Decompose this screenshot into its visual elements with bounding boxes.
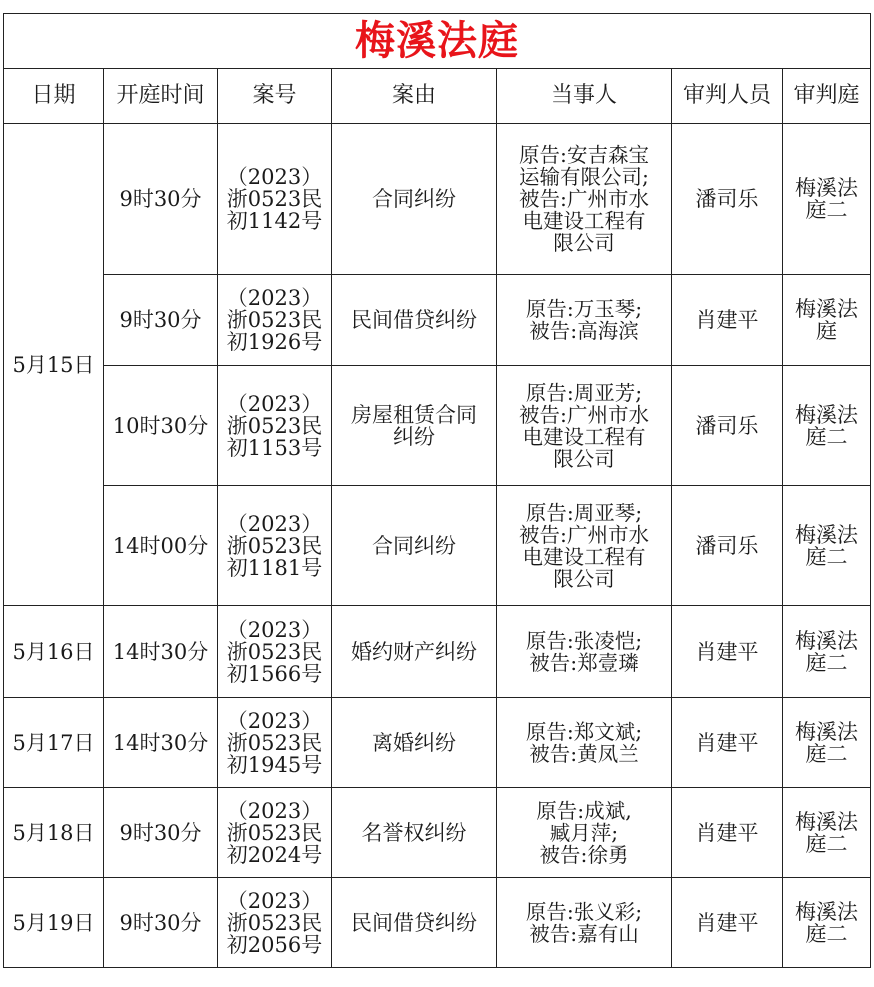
cell-hearing-time: 14时30分	[104, 606, 218, 698]
case-cause-line: 婚约财产纠纷	[351, 639, 477, 664]
case-number-line: 初1566号	[226, 661, 323, 686]
case-cause-line: 民间借贷纠纷	[351, 910, 477, 935]
cell-case-number	[218, 606, 332, 698]
header-courtroom: 审判庭	[783, 69, 871, 124]
cell-courtroom	[783, 275, 871, 366]
cell-courtroom	[783, 124, 871, 275]
case-cause-line: 纠纷	[393, 424, 435, 449]
case-number-line: （2023）	[226, 617, 323, 642]
cell-judge: 潘司乐	[672, 366, 783, 486]
case-number-line: （2023）	[226, 286, 323, 310]
case-number-line: 初1926号	[226, 330, 323, 354]
courtroom-line: 梅溪法	[795, 899, 858, 924]
courtroom-line: 梅溪法	[795, 176, 858, 200]
case-number-line: 初1153号	[226, 435, 323, 460]
courtroom-line: 庭二	[805, 424, 848, 449]
case-cause-line: 民间借贷纠纷	[351, 308, 477, 332]
case-number-line: 初1181号	[226, 555, 323, 580]
case-number-line: （2023）	[226, 391, 323, 416]
cell-judge: 肖建平	[672, 788, 783, 878]
cell-courtroom	[783, 366, 871, 486]
cell-case-cause	[332, 275, 497, 366]
cell-parties	[497, 366, 672, 486]
cell-hearing-time: 9时30分	[104, 124, 218, 275]
case-cause-line: 房屋租赁合同	[351, 402, 477, 427]
parties-line: 原告:张义彩;	[525, 899, 643, 924]
parties-line: 被告:郑壹璘	[529, 650, 639, 675]
courtroom-line: 庭二	[805, 650, 848, 675]
cell-case-cause	[332, 878, 497, 968]
cell-date: 5月15日	[4, 124, 104, 606]
cell-courtroom	[783, 698, 871, 788]
cell-hearing-time: 14时00分	[104, 486, 218, 606]
case-number-line: 浙0523民	[226, 730, 323, 755]
cell-parties	[497, 486, 672, 606]
schedule-table	[3, 13, 871, 968]
case-cause-line: 合同纠纷	[372, 533, 456, 558]
case-number-line: 初2056号	[226, 932, 323, 957]
header-time: 开庭时间	[104, 69, 218, 124]
parties-line: 原告:张凌恺;	[525, 628, 643, 653]
table-row	[4, 275, 871, 366]
cell-parties	[497, 878, 672, 968]
cell-judge: 肖建平	[672, 698, 783, 788]
cell-parties	[497, 788, 672, 878]
cell-courtroom	[783, 788, 871, 878]
case-number-line: 浙0523民	[226, 639, 323, 664]
courtroom-line: 庭二	[805, 544, 848, 569]
courtroom-line: 梅溪法	[795, 297, 858, 321]
case-number-line: 浙0523民	[226, 910, 323, 935]
case-number-line: 初1945号	[226, 752, 323, 777]
table-row	[4, 366, 871, 486]
parties-line: 臧月萍;	[549, 820, 619, 845]
parties-line: 限公司	[553, 566, 615, 591]
cell-judge: 潘司乐	[672, 486, 783, 606]
cell-judge: 肖建平	[672, 606, 783, 698]
parties-line: 电建设工程有	[522, 424, 646, 449]
case-number-line: 浙0523民	[226, 820, 323, 845]
cell-judge: 潘司乐	[672, 124, 783, 275]
parties-line: 原告:成斌,	[536, 798, 632, 823]
cell-case-cause	[332, 366, 497, 486]
case-number-line: 初1142号	[226, 209, 323, 233]
courtroom-line: 庭二	[805, 831, 848, 856]
parties-line: 原告:郑文斌;	[525, 719, 643, 744]
parties-line: 限公司	[553, 446, 615, 471]
cell-case-number	[218, 486, 332, 606]
cell-case-cause	[332, 698, 497, 788]
cell-case-number	[218, 275, 332, 366]
cell-date: 5月16日	[4, 606, 104, 698]
case-number-line: 浙0523民	[226, 413, 323, 438]
parties-line: 电建设工程有	[522, 544, 646, 569]
cell-hearing-time: 9时30分	[104, 788, 218, 878]
cell-parties	[497, 275, 672, 366]
cell-parties	[497, 698, 672, 788]
case-number-line: （2023）	[226, 165, 323, 189]
page-title: 梅溪法庭	[4, 14, 871, 69]
cell-case-number	[218, 788, 332, 878]
parties-line: 被告:广州市水	[519, 402, 649, 427]
table-row	[4, 606, 871, 698]
case-number-line: （2023）	[226, 708, 323, 733]
cell-courtroom	[783, 606, 871, 698]
parties-line: 电建设工程有	[522, 209, 646, 233]
cell-parties	[497, 124, 672, 275]
header-row	[4, 69, 871, 124]
cell-hearing-time: 10时30分	[104, 366, 218, 486]
courtroom-line: 庭二	[805, 741, 848, 766]
cell-date: 5月17日	[4, 698, 104, 788]
case-number-line: 浙0523民	[226, 308, 323, 332]
table-row	[4, 698, 871, 788]
courtroom-line: 梅溪法	[795, 809, 858, 834]
cell-case-cause	[332, 606, 497, 698]
parties-line: 被告:嘉有山	[529, 921, 639, 946]
header-judge: 审判人员	[672, 69, 783, 124]
cell-case-cause	[332, 486, 497, 606]
parties-line: 原告:周亚琴;	[525, 500, 643, 525]
cell-courtroom	[783, 486, 871, 606]
courtroom-line: 庭二	[805, 198, 848, 222]
courtroom-line: 梅溪法	[795, 522, 858, 547]
header-cause: 案由	[332, 69, 497, 124]
courtroom-line: 庭二	[805, 921, 848, 946]
courtroom-line: 梅溪法	[795, 402, 858, 427]
cell-date: 5月19日	[4, 878, 104, 968]
courtroom-line: 梅溪法	[795, 628, 858, 653]
parties-line: 运输有限公司;	[519, 165, 649, 189]
case-number-line: 初2024号	[226, 842, 323, 867]
parties-line: 被告:广州市水	[519, 522, 649, 547]
courtroom-line: 梅溪法	[795, 719, 858, 744]
cell-parties	[497, 606, 672, 698]
case-number-line: （2023）	[226, 511, 323, 536]
table-row	[4, 878, 871, 968]
courtroom-line: 庭	[816, 319, 837, 343]
case-number-line: 浙0523民	[226, 533, 323, 558]
cell-hearing-time: 14时30分	[104, 698, 218, 788]
parties-line: 被告:广州市水	[519, 187, 649, 211]
parties-line: 被告:黄凤兰	[529, 741, 639, 766]
header-case-number: 案号	[218, 69, 332, 124]
parties-line: 限公司	[553, 231, 615, 255]
parties-line: 原告:安吉森宝	[519, 143, 649, 167]
cell-hearing-time: 9时30分	[104, 275, 218, 366]
case-cause-line: 合同纠纷	[372, 187, 456, 211]
cell-case-cause	[332, 124, 497, 275]
parties-line: 被告:高海滨	[529, 319, 639, 343]
cell-judge: 肖建平	[672, 878, 783, 968]
case-cause-line: 名誉权纠纷	[361, 820, 467, 845]
cell-case-number	[218, 124, 332, 275]
header-date: 日期	[4, 69, 104, 124]
case-number-line: （2023）	[226, 888, 323, 913]
table-row	[4, 788, 871, 878]
cell-case-number	[218, 878, 332, 968]
cell-case-number	[218, 698, 332, 788]
cell-case-cause	[332, 788, 497, 878]
header-parties: 当事人	[497, 69, 672, 124]
parties-line: 原告:万玉琴;	[525, 297, 643, 321]
cell-judge: 肖建平	[672, 275, 783, 366]
cell-case-number	[218, 366, 332, 486]
cell-courtroom	[783, 878, 871, 968]
parties-line: 被告:徐勇	[539, 842, 629, 867]
table-row	[4, 124, 871, 275]
case-number-line: （2023）	[226, 798, 323, 823]
case-cause-line: 离婚纠纷	[372, 730, 456, 755]
case-number-line: 浙0523民	[226, 187, 323, 211]
cell-date: 5月18日	[4, 788, 104, 878]
table-row	[4, 486, 871, 606]
cell-hearing-time: 9时30分	[104, 878, 218, 968]
parties-line: 原告:周亚芳;	[525, 380, 643, 405]
